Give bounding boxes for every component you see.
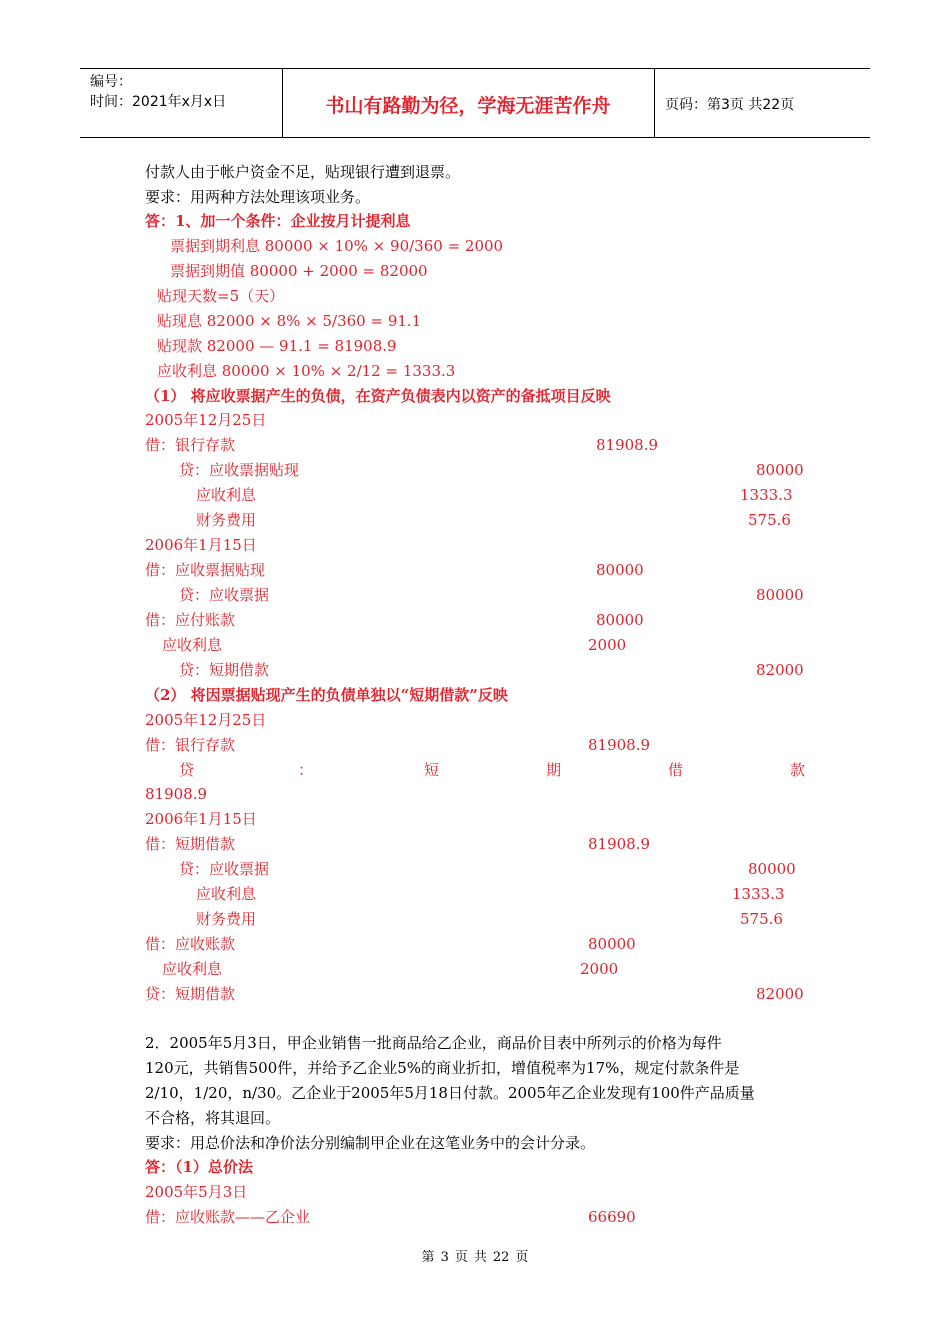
credit-amount: 575.6: [740, 910, 783, 928]
question-text: 2．2005年5月3日，甲企业销售一批商品给乙企业，商品价目表中所列示的价格为每件: [145, 1034, 722, 1052]
text-line: 贴现天数=5（天）: [157, 287, 285, 305]
time-label: 时间：2021年x月x日: [90, 94, 227, 110]
header-info-cell: [80, 69, 283, 137]
page-header: [80, 68, 870, 138]
text-line: 票据到期利息 80000 × 10% × 90/360 = 2000: [170, 237, 504, 255]
entry-account: 借：银行存款: [145, 736, 236, 754]
header-page-cell: [655, 69, 870, 137]
question-text: 2/10，1/20，n/30。乙企业于2005年5月18日付款。2005年乙企业发现有100件产品质量: [145, 1084, 755, 1102]
method-heading: （1） 将应收票据产生的负债，在资产负债表内以资产的备抵项目反映: [145, 387, 611, 405]
justified-char: 期: [546, 761, 562, 779]
text-line: 票据到期值 80000 + 2000 = 82000: [170, 262, 428, 280]
entry-account: 应收利息: [196, 486, 257, 504]
entry-account: 借：应收账款: [145, 935, 236, 953]
entry-account: 应收利息: [196, 885, 257, 903]
entry-account: 贷：应收票据: [179, 860, 270, 878]
entry-account: 贷：短期借款: [145, 985, 236, 1003]
credit-amount: 82000: [756, 985, 804, 1003]
text-line: 贴现款 82000 — 91.1 = 81908.9: [157, 337, 397, 355]
entry-date: 2005年12月25日: [145, 411, 267, 429]
entry-date: 2005年12月25日: [145, 711, 267, 729]
justified-char: 贷: [179, 761, 195, 779]
number-label: 编号：: [90, 74, 132, 90]
debit-amount: 80000: [588, 935, 636, 953]
question-text: 120元，共销售500件，并给予乙企业5%的商业折扣，增值税率为17%，规定付款条件是: [145, 1059, 740, 1077]
entry-account: 贷：短期借款: [179, 661, 270, 679]
text-line: 要求：用两种方法处理该项业务。: [145, 188, 371, 206]
entry-account: 贷：应收票据贴现: [179, 461, 300, 479]
debit-amount: 81908.9: [596, 436, 659, 454]
question-text: 不合格，将其退回。: [145, 1109, 281, 1127]
entry-account: 借：应收账款——乙企业: [145, 1208, 311, 1226]
credit-amount: 575.6: [748, 511, 791, 529]
credit-amount: 1333.3: [740, 486, 793, 504]
page-footer: [0, 1246, 950, 1265]
entry-account: 借：应付账款: [145, 611, 236, 629]
justified-char: ：: [298, 761, 314, 779]
justified-char: 短: [424, 761, 440, 779]
entry-date: 2006年1月15日: [145, 810, 257, 828]
debit-amount: 80000: [596, 561, 644, 579]
debit-amount: 2000: [588, 636, 627, 654]
debit-amount: 2000: [580, 960, 619, 978]
motto: 书山有路勤为径，学海无涯苦作舟: [325, 95, 611, 117]
text-line: 应收利息 80000 × 10% × 2/12 = 1333.3: [157, 362, 456, 380]
credit-amount: 80000: [756, 586, 804, 604]
footer-total-pages: 22: [492, 1250, 510, 1265]
text-line: 付款人由于帐户资金不足，贴现银行遭到退票。: [145, 163, 461, 181]
footer-text: 页: [454, 1250, 468, 1265]
entry-account: 应收利息: [162, 636, 223, 654]
answer-heading: 答：（1）总价法: [145, 1158, 253, 1176]
justified-char: 款: [790, 761, 806, 779]
entry-account: 应收利息: [162, 960, 223, 978]
debit-amount: 81908.9: [588, 736, 651, 754]
footer-text: 共: [473, 1250, 487, 1265]
entry-date: 2005年5月3日: [145, 1183, 248, 1201]
credit-amount: 81908.9: [145, 785, 208, 803]
credit-amount: 80000: [748, 860, 796, 878]
entry-account: 贷：应收票据: [179, 586, 270, 604]
justified-char: 借: [668, 761, 684, 779]
entry-account: 借：银行存款: [145, 436, 236, 454]
footer-page-number: 3: [440, 1250, 449, 1265]
entry-account: 借：短期借款: [145, 835, 236, 853]
answer-heading: 答：1、加一个条件：企业按月计提利息: [145, 212, 411, 230]
debit-amount: 81908.9: [588, 835, 651, 853]
entry-account: 财务费用: [196, 910, 257, 928]
entry-account: 财务费用: [196, 511, 257, 529]
credit-amount: 82000: [756, 661, 804, 679]
question-text: 要求：用总价法和净价法分别编制甲企业在这笔业务中的会计分录。: [145, 1134, 596, 1152]
footer-text: 页: [515, 1250, 529, 1265]
entry-date: 2006年1月15日: [145, 536, 257, 554]
credit-amount: 1333.3: [732, 885, 785, 903]
method-heading: （2） 将因票据贴现产生的负债单独以“短期借款”反映: [145, 686, 508, 704]
page-indicator: 页码：第3页 共22页: [665, 97, 795, 113]
entry-account: 借：应收票据贴现: [145, 561, 266, 579]
footer-text: 第: [421, 1250, 435, 1265]
debit-amount: 80000: [596, 611, 644, 629]
header-motto-cell: [282, 69, 655, 137]
debit-amount: 66690: [588, 1208, 636, 1226]
credit-amount: 80000: [756, 461, 804, 479]
text-line: 贴现息 82000 × 8% × 5/360 = 91.1: [157, 312, 422, 330]
